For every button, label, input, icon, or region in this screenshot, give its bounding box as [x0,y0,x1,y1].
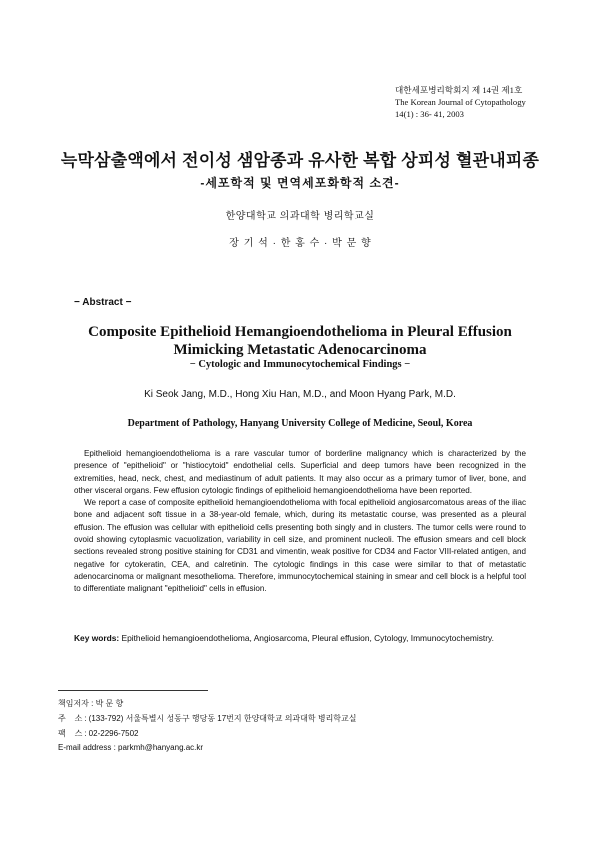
abstract-paragraph: Epithelioid hemangioendothelioma is a rare vascular tumor of borderline malignancy which is characterized by the presence of "epithelioid" or "histiocytoid" endothelial cells. Superficial and deep tumors have been recognized in the extremities, head, neck, chest, and mediastinum of adult patients. It may also occur as a primary tumor of liver, bone, and other visceral organs. Few effusion cytologic findings of epithelioid hemangioendothelioma have been reported. [74,449,526,495]
korean-affiliation: 한양대학교 의과대학 병리학교실 [225,211,375,222]
corresponding-author: 책임저자 : 박 문 향 [58,699,124,708]
keywords-text: Epithelioid hemangioendothelioma, Angiosarcoma, Pleural effusion, Cytology, Immunocytochemistry. [121,633,494,643]
journal-volume-pages: 14(1) : 36- 41, 2003 [395,109,464,119]
abstract-paragraph: We report a case of composite epithelioid hemangioendothelioma with focal epithelioid angiosarcomatous areas of the iliac bone and adjacent soft tissue in a 38-year-old female, which, during its metastatic course, was presented as a pleural effusion. The effusion was cellular with epithelioid cells presenting both singly and in clusters. The tumor cells were round to ovoid showing cytoplasmic vacuolization, variability in cell size, and prominent nucleoli. The effusion smears and cell block sections revealed strong positive staining for CD31 and vimentin, weak positive for CD34 and Factor VIII-related antigen, and negative for cytokeratin, CEA, and calretinin. The cytologic findings in this case were similar to that of metastatic adenocarcinoma or malignant mesothelioma. Therefore, immunocytochemical staining in smear and cell block is a helpful tool to differentiate malignant "epithelioid" cells in effusion. [74,498,526,594]
journal-korean-name: 대한세포병리학회지 제 14권 제1호 [395,85,523,95]
correspondence-address [58,712,356,727]
korean-subtitle: -세포학적 및 면역세포화학적 소견- [200,176,400,190]
english-affiliation: Department of Pathology, Hanyang University College of Medicine, Seoul, Korea [127,418,473,429]
fax-number: : 02-2296-7502 [84,728,139,738]
keywords [74,633,534,643]
abstract-body [74,448,526,596]
address-label: 주 소 [58,713,83,723]
correspondence-fax [58,727,356,742]
english-title-line2: Mimicking Metastatic Adenocarcinoma [173,342,427,358]
correspondence-email: E-mail address : parkmh@hanyang.ac.kr [58,743,204,753]
fax-label: 팩 스 [58,728,83,738]
english-title [0,323,600,359]
english-authors: Ki Seok Jang, M.D., Hong Xiu Han, M.D., and Moon Hyang Park, M.D. [144,389,456,400]
abstract-heading: − Abstract − [74,297,132,308]
journal-english-name: The Korean Journal of Cytopathology [395,97,526,107]
keywords-label: Key words: [74,633,120,643]
english-subtitle: − Cytologic and Immunocytochemical Findings − [189,359,411,370]
korean-authors: 장 기 석 · 한 홍 수 · 박 문 향 [229,238,371,249]
journal-citation [395,84,526,120]
address-text: : (133-792) 서울특별시 성동구 행당동 17번지 한양대학교 의과대학 병리학교실 [84,713,357,723]
korean-title: 늑막삼출액에서 전이성 샘암종과 유사한 복합 상피성 혈관내피종 [60,151,540,170]
english-title-line1: Composite Epithelioid Hemangioendothelioma in Pleural Effusion [88,324,512,340]
footnote-divider [58,690,208,691]
correspondence-footnote [58,697,356,756]
